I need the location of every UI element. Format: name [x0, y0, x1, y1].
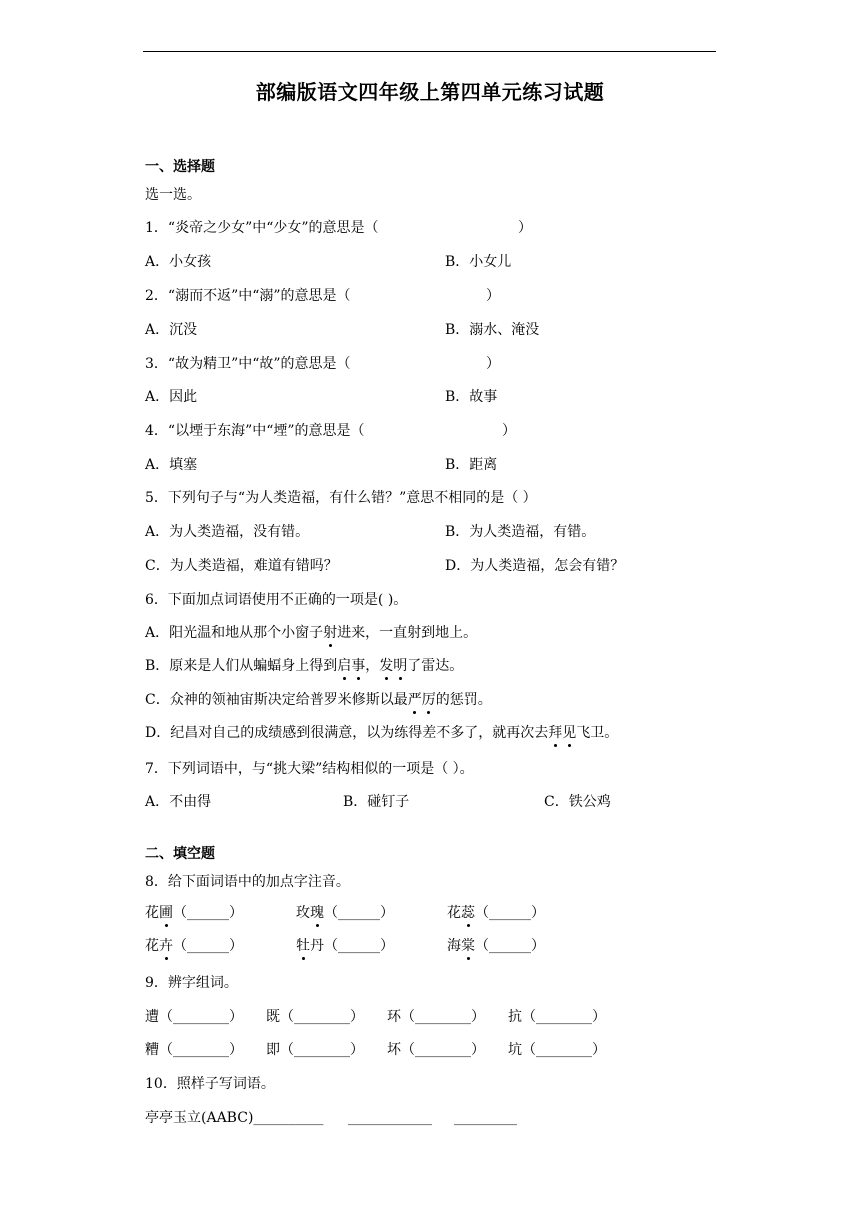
emphasis-char: 蕊	[461, 905, 475, 921]
q8-item: 花圃（______）	[145, 905, 243, 921]
q2-option-b: B．溺水、淹没	[445, 322, 540, 338]
blank-field[interactable]: （______）	[475, 905, 545, 921]
section-heading-choice: 一、选择题	[145, 159, 215, 175]
section-heading-fill: 二、填空题	[145, 846, 215, 862]
q9-stem: 9．辨字组词。	[145, 975, 238, 991]
q8-item: 玫瑰（______）	[296, 905, 394, 921]
q1-close-paren: ）	[518, 220, 532, 236]
q4-option-a: A．填塞	[145, 457, 198, 473]
q5-option-b: B．为人类造福，有错。	[445, 524, 596, 540]
emphasis-char: 射	[323, 625, 338, 641]
q6-option-a: A．阳光温和地从那个小窗子射进来，一直射到地上。	[145, 625, 478, 641]
page-title: 部编版语文四年级上第四单元练习试题	[255, 80, 605, 104]
q3-option-b: B．故事	[445, 389, 498, 405]
blank-field[interactable]: （______）	[324, 938, 394, 954]
section-instruction: 选一选。	[145, 187, 201, 203]
q3-option-a: A．因此	[145, 389, 198, 405]
q9-item[interactable]: 既（________）	[266, 1009, 364, 1025]
blank-field[interactable]: （______）	[324, 905, 394, 921]
emphasis-char: 卉	[159, 938, 173, 954]
q9-item[interactable]: 坏（________）	[387, 1042, 485, 1058]
q9-item[interactable]: 遭（________）	[145, 1009, 243, 1025]
q4-option-b: B．距离	[445, 457, 498, 473]
q9-item[interactable]: 环（________）	[387, 1009, 485, 1025]
q10-example[interactable]: 亭亭玉立(AABC)__________	[145, 1110, 324, 1126]
emphasis-char: 牡	[296, 938, 310, 954]
q8-item: 牡丹（______）	[296, 938, 394, 954]
q7-option-c: C．铁公鸡	[544, 794, 611, 810]
q6-stem: 6．下面加点词语使用不正确的一项是( )。	[145, 592, 408, 608]
emphasis-char: 见	[562, 725, 577, 741]
emphasis-char: 严	[407, 692, 422, 708]
q7-option-b: B．碰钉子	[343, 794, 410, 810]
emphasis-char: 启	[337, 658, 352, 674]
blank-field[interactable]: （______）	[173, 938, 243, 954]
emphasis-char: 发	[379, 658, 394, 674]
q5-option-a: A．为人类造福，没有错。	[145, 524, 310, 540]
emphasis-char: 拜	[548, 725, 563, 741]
q6-option-c: C．众神的领袖宙斯决定给普罗米修斯以最严厉的惩罚。	[145, 692, 492, 708]
q3-stem: 3．“故为精卫”中“故”的意思是（	[145, 356, 351, 372]
q2-option-a: A．沉没	[145, 322, 198, 338]
q7-option-a: A．不由得	[145, 794, 212, 810]
emphasis-char: 厉	[421, 692, 436, 708]
q6-option-b: B．原来是人们从蝙蝠身上得到启事，发明了雷达。	[145, 658, 464, 674]
q10-blank[interactable]: ____________	[348, 1110, 432, 1126]
emphasis-char: 事	[351, 658, 366, 674]
q5-option-d: D．为人类造福，怎会有错？	[445, 558, 625, 574]
blank-field[interactable]: （______）	[475, 938, 545, 954]
q1-stem: 1．“炎帝之少女”中“少女”的意思是（	[145, 220, 379, 236]
emphasis-char: 明	[393, 658, 408, 674]
emphasis-char: 瑰	[310, 905, 324, 921]
q8-item: 花卉（______）	[145, 938, 243, 954]
q1-option-a: A．小女孩	[145, 254, 212, 270]
q8-item: 花蕊（______）	[447, 905, 545, 921]
q4-close-paren: ）	[502, 423, 516, 439]
q9-item[interactable]: 抗（________）	[508, 1009, 606, 1025]
q10-blank[interactable]: _________	[454, 1110, 517, 1126]
q8-stem: 8．给下面词语中的加点字注音。	[145, 874, 350, 890]
q9-item[interactable]: 即（________）	[266, 1042, 364, 1058]
q5-option-c: C．为人类造福，难道有错吗？	[145, 558, 338, 574]
q5-stem: 5．下列句子与“为人类造福，有什么错？”意思不相同的是（ ）	[145, 490, 537, 506]
q8-item: 海棠（______）	[447, 938, 545, 954]
emphasis-char: 圃	[159, 905, 173, 921]
q9-item[interactable]: 坑（________）	[508, 1042, 606, 1058]
q2-stem: 2．“溺而不返”中“溺”的意思是（	[145, 288, 351, 304]
q4-stem: 4．“以堙于东海”中“堙”的意思是（	[145, 423, 365, 439]
q9-item[interactable]: 糟（________）	[145, 1042, 243, 1058]
emphasis-char: 棠	[461, 938, 475, 954]
q1-option-b: B．小女儿	[445, 254, 512, 270]
q6-option-d: D．纪昌对自己的成绩感到很满意，以为练得差不多了，就再次去拜见飞卫。	[145, 725, 619, 741]
q7-stem: 7．下列词语中，与“挑大梁”结构相似的一项是（ ）。	[145, 761, 474, 777]
top-rule	[143, 51, 716, 52]
q2-close-paren: ）	[486, 288, 500, 304]
q3-close-paren: ）	[486, 356, 500, 372]
q10-stem: 10．照样子写词语。	[145, 1076, 275, 1092]
blank-field[interactable]: （______）	[173, 905, 243, 921]
